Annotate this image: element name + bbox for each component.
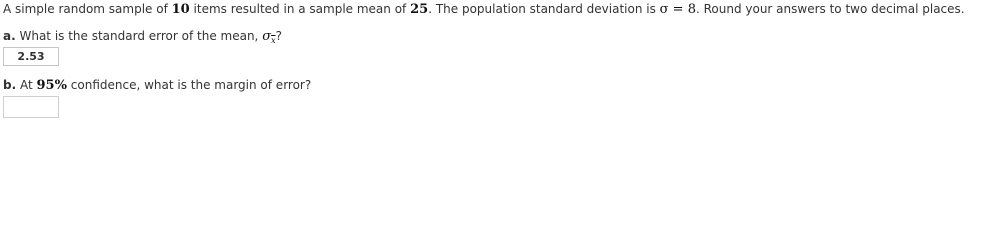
intro-text-1: A simple random sample of [3,2,172,16]
part-b-question-text-1: At [16,78,37,92]
question-b [3,77,311,94]
sigma-xbar-symbol [262,29,275,44]
part-a-label: a. [3,29,16,43]
sigma-expression: σ = 8 [659,2,696,17]
sigma-symbol: σ [262,29,272,44]
part-a-question-text: What is the standard error of the mean, [15,29,263,43]
sample-size-value: 10 [171,2,190,17]
part-b-answer-input[interactable] [3,96,59,118]
sample-mean-value: 25 [410,2,429,17]
part-a-answer-input[interactable] [3,47,59,66]
part-b-label: b. [3,78,17,92]
intro-text-2: items resulted in a sample mean of [189,2,411,16]
xbar-subscript: x [271,36,276,45]
part-b-question-text-2: confidence, what is the margin of error? [66,78,312,92]
part-a-question-end: ? [275,29,282,43]
problem-statement [3,1,965,18]
question-a [3,28,282,46]
confidence-level-value: 95% [36,78,67,93]
intro-text-4: . Round your answers to two decimal places. [695,2,965,16]
intro-text-3: . The population standard deviation is [428,2,660,16]
